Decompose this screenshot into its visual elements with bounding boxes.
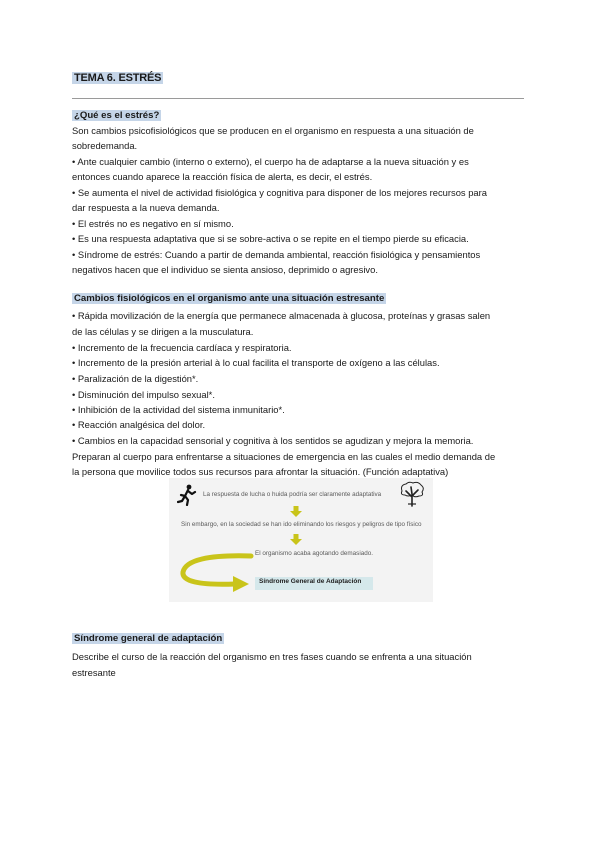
paragraph-line: entonces cuando aparece la reacción física de alerta, es decir, el estrés.	[72, 171, 373, 182]
paragraph-line: Describe el curso de la reacción del organismo en tres fases cuando se enfrenta a una situación	[72, 651, 472, 662]
sga-label: Síndrome General de Adaptación	[259, 578, 362, 585]
down-arrow-icon	[290, 506, 302, 518]
figure-text-1: La respuesta de lucha o huida podría ser claramente adaptativa	[203, 491, 382, 498]
figure-text-3: El organismo acaba agotando demasiado.	[255, 550, 373, 557]
running-person-icon	[177, 484, 197, 506]
paragraph-line: • Ante cualquier cambio (interno o externo), el cuerpo ha de adaptarse a la nueva situación y es	[72, 156, 469, 167]
paragraph-line: Preparan al cuerpo para enfrentarse a situaciones de emergencia en las cuales el medio demanda de	[72, 451, 496, 462]
sga-label-box	[255, 577, 373, 590]
section-heading-cambios: Cambios fisiológicos en el organismo ante una situación estresante	[74, 293, 385, 304]
paragraph-line: sobredemanda.	[72, 140, 138, 151]
curved-arrow-icon	[173, 552, 259, 596]
paragraph-line: de las células y se dirigen a la musculatura.	[72, 326, 254, 337]
paragraph-line: negativos hacen que el individuo se sienta ansioso, deprimido o agresivo.	[72, 264, 378, 275]
paragraph-line: • Incremento de la presión arterial à lo cual facilita el transporte de oxígeno a las células.	[72, 357, 440, 368]
paragraph-line: • Disminución del impulso sexual*.	[72, 389, 215, 400]
paragraph-line: • Se aumenta el nivel de actividad fisiológica y cognitiva para disponer de los mejores recursos para	[72, 187, 487, 198]
paragraph-line: • Cambios en la capacidad sensorial y cognitiva à los sentidos se agudizan y mejora la memoria.	[72, 435, 474, 446]
paragraph-line: • Incremento de la frecuencia cardíaca y respiratoria.	[72, 342, 292, 353]
figure-text-2: Sin embargo, en la sociedad se han ido eliminando los riesgos y peligros de tipo físico	[181, 521, 422, 528]
section-heading-que-es: ¿Qué es el estrés?	[74, 110, 160, 121]
adaptation-figure	[169, 478, 433, 602]
paragraph-line: • Paralización de la digestión*.	[72, 373, 199, 384]
paragraph-line: • Reacción analgésica del dolor.	[72, 419, 206, 430]
paragraph-line: • Inhibición de la actividad del sistema inmunitario*.	[72, 404, 285, 415]
paragraph-line: dar respuesta a la nueva demanda.	[72, 202, 220, 213]
tree-icon	[398, 481, 426, 507]
paragraph-line: • Es una respuesta adaptativa que si se sobre-activa o se repite en el tiempo pierde su eficacia.	[72, 233, 469, 244]
paragraph-line: la persona que movilice todos sus recursos para afrontar la situación. (Función adaptativa)	[72, 466, 449, 477]
paragraph-line: Son cambios psicofisiológicos que se producen en el organismo en respuesta a una situación de	[72, 125, 474, 136]
paragraph-line: • Rápida movilización de la energía que permanece almacenada à glucosa, proteínas y grasas salen	[72, 310, 491, 321]
paragraph-line: estresante	[72, 667, 116, 678]
paragraph-line: • El estrés no es negativo en sí mismo.	[72, 218, 234, 229]
title-divider	[72, 98, 524, 99]
page-title: TEMA 6. ESTRÉS	[74, 72, 162, 84]
down-arrow-icon	[290, 534, 302, 546]
paragraph-line: • Síndrome de estrés: Cuando a partir de demanda ambiental, reacción fisiológica y pensamientos	[72, 249, 481, 260]
section-heading-sindrome: Síndrome general de adaptación	[74, 633, 223, 644]
